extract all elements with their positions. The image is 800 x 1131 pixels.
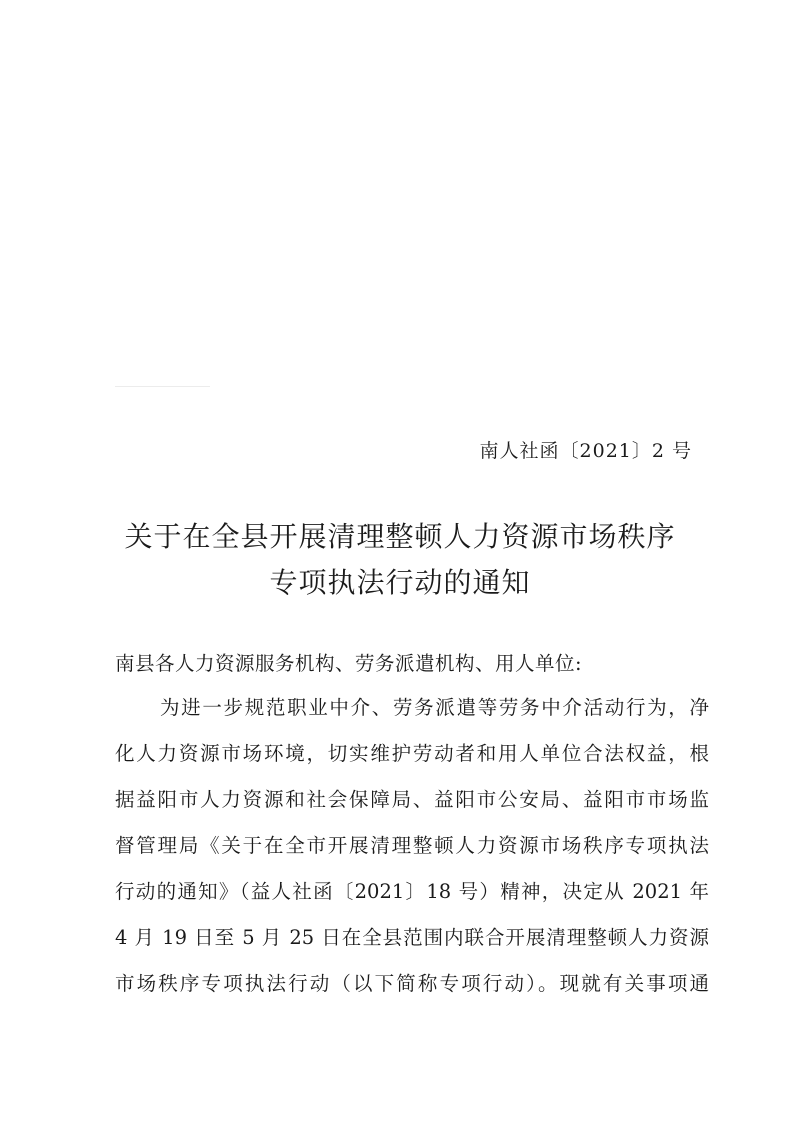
recipient-line: 南县各人力资源服务机构、劳务派遣机构、用人单位: <box>115 652 583 675</box>
body-line-1: 为进一步规范职业中介、劳务派遣等劳务中介活动行为，净 <box>160 696 709 719</box>
body-line-4: 督管理局《关于在全市开展清理整顿人力资源市场秩序专项执法 <box>115 834 709 857</box>
body-line-2: 化人力资源市场环境，切实维护劳动者和用人单位合法权益，根 <box>115 742 709 765</box>
body-line-3: 据益阳市人力资源和社会保障局、益阳市公安局、益阳市市场监 <box>115 788 709 811</box>
body-line-5: 行动的通知》（益人社函〔2021〕18 号）精神，决定从 2021 年 <box>115 880 709 903</box>
header-divider <box>115 386 210 387</box>
body-line-6: 4 月 19 日至 5 月 25 日在全县范围内联合开展清理整顿人力资源 <box>115 926 709 949</box>
document-number: 南人社函〔2021〕2 号 <box>479 440 692 462</box>
body-line-7: 市场秩序专项执法行动（以下简称专项行动）。现就有关事项通 <box>115 972 709 995</box>
document-title-line-1: 关于在全县开展清理整顿人力资源市场秩序 <box>124 520 676 553</box>
document-title-line-2: 专项执法行动的通知 <box>269 566 531 599</box>
